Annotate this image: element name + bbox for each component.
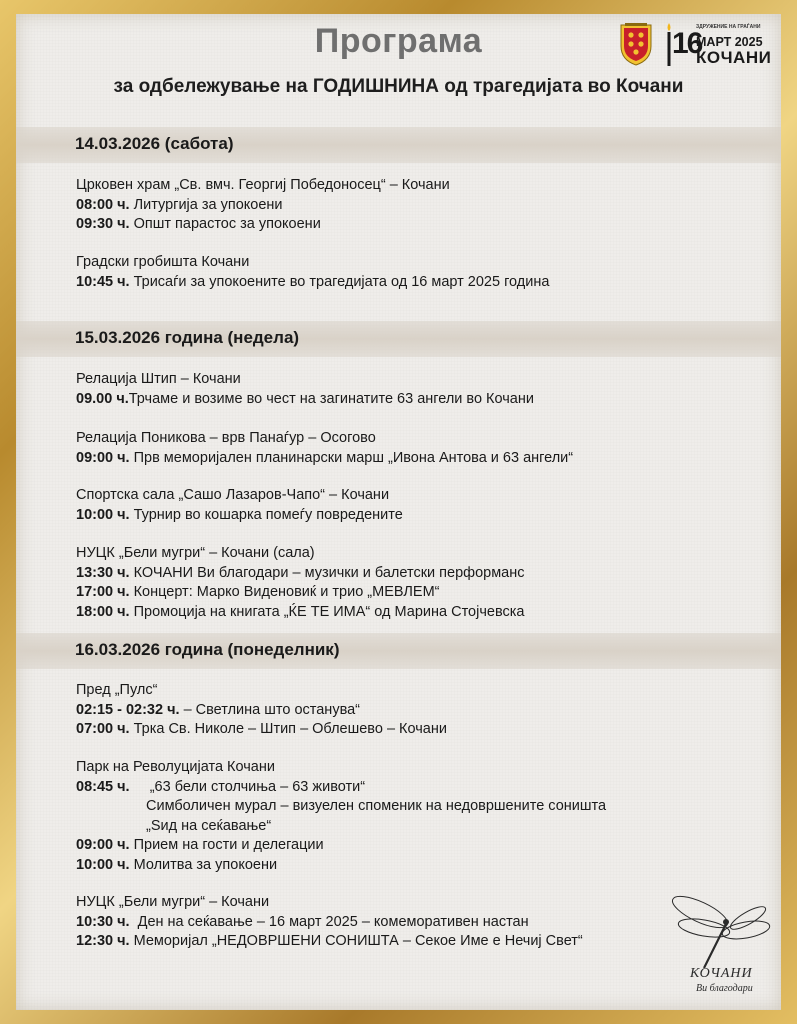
event-logo-line1: МАРТ 2025 xyxy=(696,35,763,49)
event-text: Прием на гости и делегации xyxy=(129,837,324,853)
event-time: 10:00 ч. xyxy=(76,506,130,523)
event-row xyxy=(76,932,583,952)
event-row xyxy=(76,778,606,798)
event-time: 10:30 ч. xyxy=(76,913,130,930)
event-text: Прв меморијален планинарски марш „Ивона Антова и 63 ангели“ xyxy=(129,449,574,466)
event-row xyxy=(76,856,606,876)
event-logo xyxy=(662,20,772,70)
section-day2-stip xyxy=(76,370,534,409)
event-text: – Светлина што останува“ xyxy=(179,701,360,718)
event-row xyxy=(76,583,525,603)
event-row xyxy=(76,836,606,856)
event-text: КОЧАНИ Ви благодари – музички и балетски перформанс xyxy=(129,564,525,581)
event-text: Турнир во кошарка помеѓу повредените xyxy=(129,506,403,523)
event-time: 02:15 - 02:32 ч. xyxy=(76,701,180,718)
event-text: Општ парастос за упокоени xyxy=(129,216,321,232)
section-location: Градски гробишта Кочани xyxy=(76,254,250,270)
event-text: „Ѕид на сеќавање“ xyxy=(146,817,272,834)
section-location: Релација Поникова – врв Панаѓур – Осогово xyxy=(76,430,376,446)
event-time: 17:00 ч. xyxy=(76,584,130,600)
page-title: Програма xyxy=(314,22,483,60)
event-time: 07:00 ч. xyxy=(76,721,130,737)
event-time: 10:45 ч. xyxy=(76,273,130,290)
event-row xyxy=(76,564,525,584)
event-text: Трка Св. Николе – Штип – Облешево – Кочани xyxy=(129,721,447,737)
event-text: Симболичен мурал – визуелен споменик на недовршените соништа xyxy=(146,798,607,814)
section-day3-park xyxy=(76,758,606,875)
section-day1-cemetery xyxy=(76,253,549,292)
section-location: Релација Штип – Кочани xyxy=(76,371,241,387)
event-row xyxy=(76,913,583,933)
event-text: Трисаѓи за упокоените во трагедијата од 16 март 2025 година xyxy=(129,273,550,290)
page-subtitle: за одбележување на ГОДИШНИНА од трагедијата во Кочани xyxy=(113,76,684,97)
event-row xyxy=(76,390,534,410)
section-location: НУЦК „Бели мугри“ – Кочани (сала) xyxy=(76,545,315,561)
event-time: 09:30 ч. xyxy=(76,216,130,232)
event-text: Ден на сеќавање – 16 март 2025 – комеморативен настан xyxy=(129,913,529,930)
event-row xyxy=(76,506,403,526)
event-row xyxy=(76,797,606,817)
kochani-thanks-line2: Ви благодари xyxy=(696,983,753,994)
event-time: 18:00 ч. xyxy=(76,603,130,620)
kochani-thanks-logo xyxy=(668,890,773,1005)
event-row xyxy=(76,720,447,740)
day-band-1 xyxy=(16,127,781,163)
section-day1-church xyxy=(76,176,450,235)
section-location: НУЦК „Бели мугри“ – Кочани xyxy=(76,894,270,910)
event-time: 10:00 ч. xyxy=(76,856,130,873)
day-date: 16.03.2026 година (понеделник) xyxy=(75,640,340,659)
section-day2-ponikova xyxy=(76,429,573,468)
event-time: 13:30 ч. xyxy=(76,564,130,581)
event-time: 09:00 ч. xyxy=(76,837,130,853)
section-location: Црковен храм „Св. вмч. Георгиј Победоносец“ – Кочани xyxy=(76,177,450,193)
event-time: 08:45 ч. xyxy=(76,778,130,795)
event-text: Трчаме и возиме во чест на загинатите 63 ангели во Кочани xyxy=(128,390,534,407)
day-band-3 xyxy=(16,633,781,669)
section-day3-nuck xyxy=(76,893,583,952)
event-row xyxy=(76,215,450,235)
section-location: Парк на Револуцијата Кочани xyxy=(76,759,275,775)
event-row xyxy=(76,196,450,216)
event-logo-small-text: ЗДРУЖЕНИЕ НА ГРАЃАНИ xyxy=(696,24,761,30)
event-time: 08:00 ч. xyxy=(76,196,130,213)
event-row xyxy=(76,273,549,293)
coat-of-arms-icon xyxy=(619,22,653,66)
event-text: „63 бели столчиња – 63 животи“ xyxy=(129,778,366,795)
event-logo-line2: КОЧАНИ xyxy=(696,48,772,67)
event-row xyxy=(76,449,573,469)
section-location: Пред „Пулс“ xyxy=(76,682,158,698)
event-logo-number: 16 xyxy=(672,27,702,60)
day-date: 14.03.2026 (сабота) xyxy=(75,134,234,153)
event-row xyxy=(76,603,525,623)
event-text: Промоција на книгата „ЌЕ ТЕ ИМА“ од Марина Стојчевска xyxy=(129,603,525,620)
day-band-2 xyxy=(16,321,781,357)
event-row xyxy=(76,701,447,721)
event-time: 12:30 ч. xyxy=(76,933,130,949)
event-text: Молитва за упокоени xyxy=(129,856,278,873)
event-time: 09.00 ч. xyxy=(76,390,129,407)
event-text: Концерт: Марко Виденовиќ и трио „МЕВЛЕМ“ xyxy=(129,584,440,600)
event-text: Меморијал „НЕДОВРШЕНИ СОНИШТА – Секое Име е Нечиј Свет“ xyxy=(129,933,583,949)
day-date: 15.03.2026 година (недела) xyxy=(75,328,300,347)
section-location: Спортска сала „Сашо Лазаров-Чапо“ – Кочани xyxy=(76,487,390,503)
event-text: Литургија за упокоени xyxy=(129,196,283,213)
kochani-thanks-line1: КОЧАНИ xyxy=(690,966,753,981)
event-time: 09:00 ч. xyxy=(76,449,130,466)
section-day2-sports-hall xyxy=(76,486,403,525)
dragonfly-icon xyxy=(668,890,773,970)
event-row xyxy=(76,817,606,837)
section-day3-puls xyxy=(76,681,447,740)
section-day2-nuck xyxy=(76,544,525,622)
